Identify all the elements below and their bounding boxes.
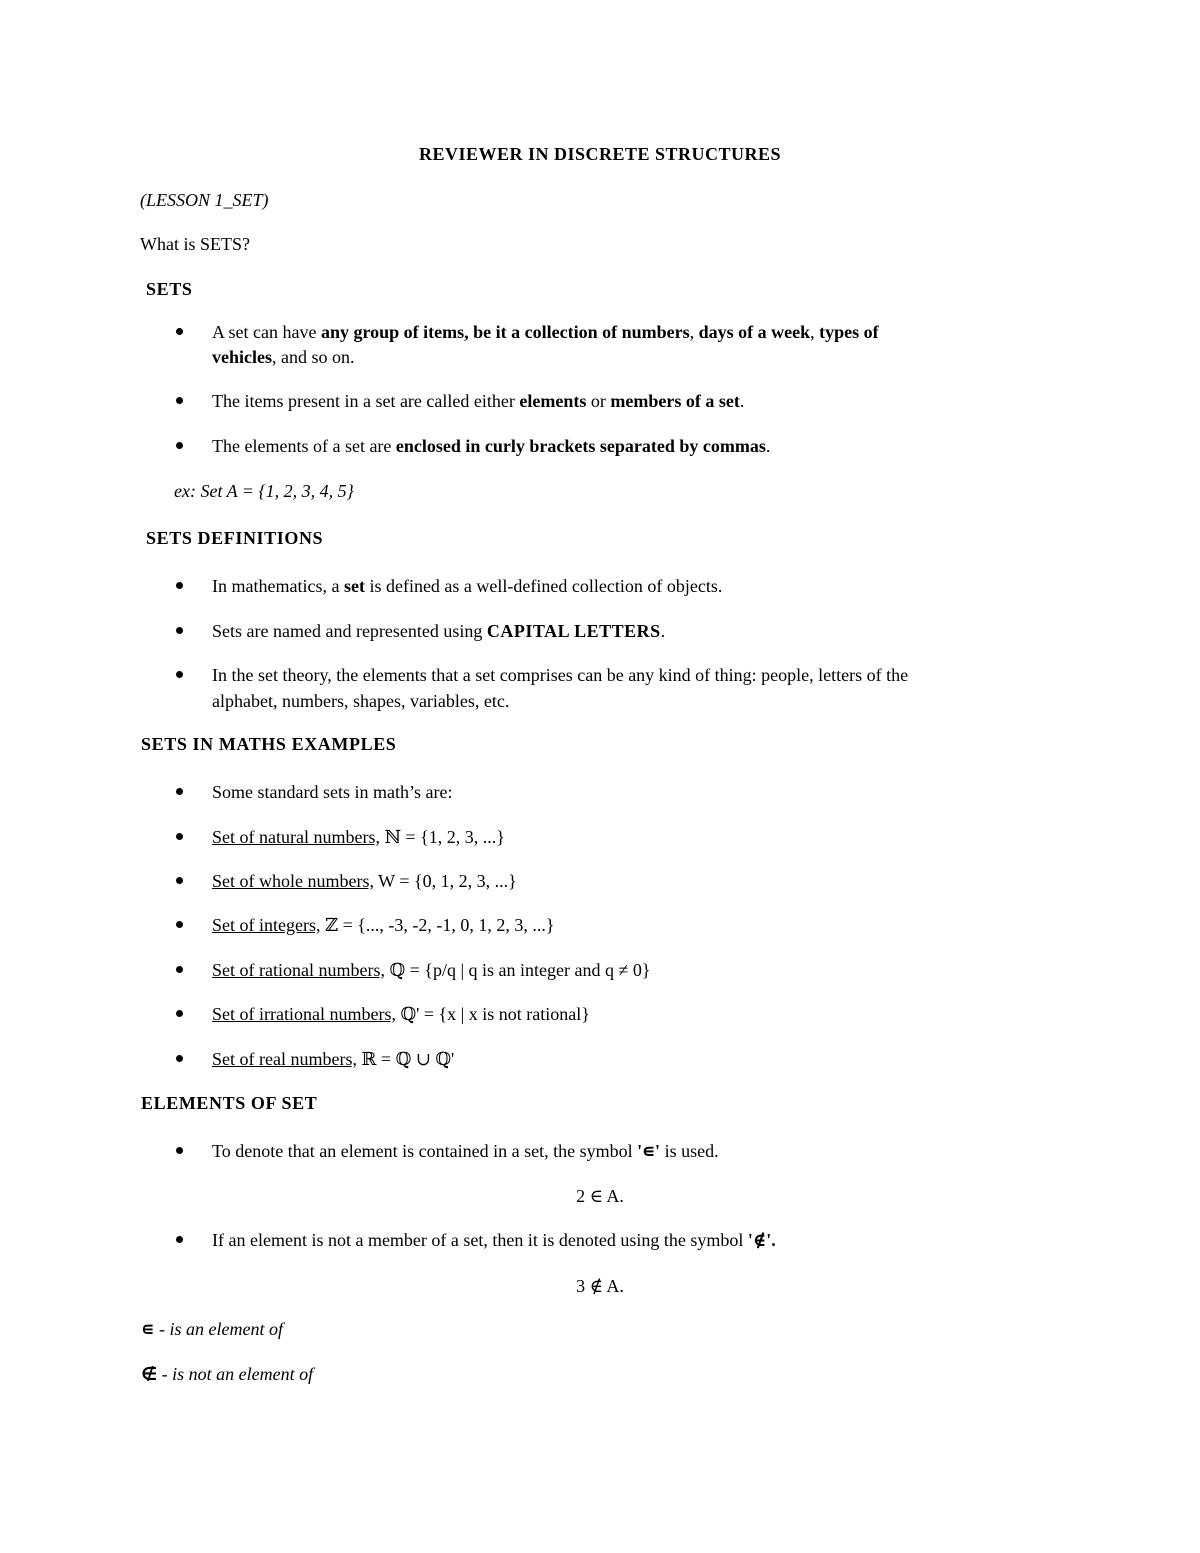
bold-text: CAPITAL LETTERS: [486, 621, 661, 641]
text-run: ,: [689, 322, 699, 342]
bullet-icon: [176, 442, 183, 449]
definitions-bullet-3-line-1: In the set theory, the elements that a set comprises can be any kind of thing: people, letters of the: [212, 665, 909, 685]
definitions-bullet-3-line-2: alphabet, numbers, shapes, variables, etc.: [212, 691, 510, 711]
text-run: , and so on.: [272, 347, 355, 367]
text-run: If an element is not a member of a set, then it is denoted using the symbol: [212, 1230, 748, 1250]
example-whole-numbers: [212, 870, 517, 892]
bullet-icon: [176, 877, 183, 884]
example-value: W = {0, 1, 2, 3, ...}: [373, 871, 517, 891]
example-rational-numbers: [212, 959, 651, 981]
elements-bullet-1: [212, 1140, 719, 1162]
example-value: ℤ = {..., -3, -2, -1, 0, 1, 2, 3, ...}: [320, 915, 555, 935]
bullet-icon: [176, 397, 183, 404]
text-run: A set can have: [212, 322, 321, 342]
text-run: ,: [810, 322, 820, 342]
bold-text: elements: [519, 391, 587, 411]
example-label: Set of irrational numbers,: [212, 1004, 396, 1024]
section-heading-examples: SETS IN MATHS EXAMPLES: [141, 734, 397, 754]
lesson-label: (LESSON 1_SET): [140, 190, 269, 210]
bullet-icon: [176, 627, 183, 634]
example-label: Set of whole numbers,: [212, 871, 374, 891]
bullet-icon: [176, 1055, 183, 1062]
bold-text: enclosed in curly brackets separated by commas: [395, 436, 766, 456]
sets-bullet-1-line-2: [212, 346, 355, 368]
definition-text: - is an element of: [154, 1319, 283, 1339]
bullet-icon: [176, 1010, 183, 1017]
examples-intro: Some standard sets in math’s are:: [212, 782, 453, 802]
text-run: is defined as a well-defined collection of objects.: [364, 576, 723, 596]
bullet-icon: [176, 788, 183, 795]
sets-bullet-2: [212, 390, 744, 412]
bullet-icon: [176, 966, 183, 973]
bullet-icon: [176, 328, 183, 335]
text-run: In mathematics, a: [212, 576, 344, 596]
text-run: .: [765, 436, 771, 456]
example-value: ℚ = {p/q | q is an integer and q ≠ 0}: [384, 960, 651, 980]
bullet-icon: [176, 833, 183, 840]
text-run: or: [586, 391, 611, 411]
definition-element-of: [141, 1318, 283, 1341]
not-element-of-icon: ∉: [141, 1364, 158, 1385]
bullet-icon: [176, 1147, 183, 1154]
bullet-icon: [176, 582, 183, 589]
text-run: The elements of a set are: [212, 436, 396, 456]
example-value: ℚ' = {x | x is not rational}: [395, 1004, 590, 1024]
element-example: 2 ∈ A.: [576, 1186, 624, 1206]
text-run: .: [739, 391, 745, 411]
bullet-icon: [176, 921, 183, 928]
document-title: REVIEWER IN DISCRETE STRUCTURES: [418, 144, 782, 164]
bold-text: members of a set: [610, 391, 740, 411]
definition-not-element-of: [141, 1363, 313, 1386]
bullet-icon: [176, 671, 183, 678]
example-natural-numbers: [212, 826, 505, 848]
text-run: .: [660, 621, 666, 641]
question-text: What is SETS?: [140, 234, 250, 254]
text-run: The items present in a set are called either: [212, 391, 520, 411]
sets-bullet-1-line-1: [212, 321, 879, 343]
definitions-bullet-1: [212, 575, 722, 597]
definition-text: - is not an element of: [157, 1364, 314, 1384]
example-label: Set of real numbers,: [212, 1049, 357, 1069]
elements-bullet-2: [212, 1229, 776, 1251]
bold-text: set: [343, 576, 365, 596]
bold-text: types of: [819, 322, 879, 342]
bold-text: vehicles: [212, 347, 272, 367]
example-label: Set of rational numbers,: [212, 960, 385, 980]
bold-text: any group of items, be it a collection of numbers: [320, 322, 690, 342]
bullet-icon: [176, 1236, 183, 1243]
text-run: Sets are named and represented using: [212, 621, 487, 641]
example-value: ℝ = ℚ ∪ ℚ': [356, 1049, 455, 1069]
example-label: Set of integers,: [212, 915, 321, 935]
section-heading-elements: ELEMENTS OF SET: [141, 1093, 318, 1113]
section-heading-sets: SETS: [146, 279, 193, 299]
section-heading-definitions: SETS DEFINITIONS: [146, 528, 324, 548]
bold-text: days of a week: [698, 322, 811, 342]
sets-bullet-3: [212, 435, 770, 457]
text-run: To denote that an element is contained in a set, the symbol: [212, 1141, 638, 1161]
example-integers: [212, 914, 555, 936]
not-element-of-symbol: '∉'.: [747, 1230, 776, 1250]
definitions-bullet-2: [212, 620, 665, 642]
example-real-numbers: [212, 1048, 454, 1070]
example-irrational-numbers: [212, 1003, 590, 1025]
not-element-example: 3 ∉ A.: [576, 1276, 624, 1296]
set-example: ex: Set A = {1, 2, 3, 4, 5}: [174, 481, 354, 501]
element-of-symbol: '∊': [637, 1141, 661, 1161]
example-label: Set of natural numbers,: [212, 827, 380, 847]
text-run: is used.: [660, 1141, 719, 1161]
element-of-icon: ∊: [141, 1319, 155, 1340]
example-value: ℕ = {1, 2, 3, ...}: [379, 827, 505, 847]
